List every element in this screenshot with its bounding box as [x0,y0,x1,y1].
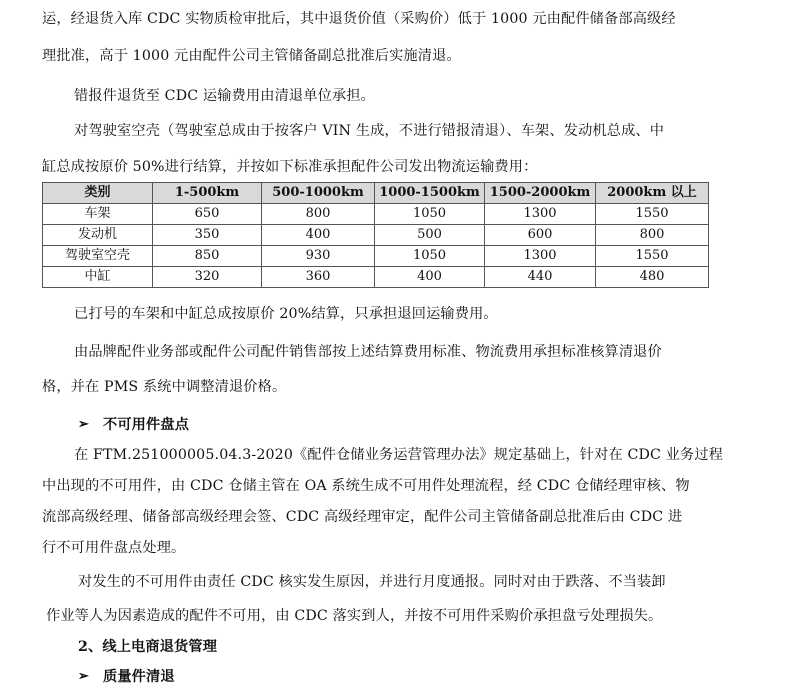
table-cell: 500 [375,225,485,246]
table-header-cell: 500-1000km [262,183,375,204]
freight-cost-table [42,182,708,288]
table-cell: 360 [262,267,375,288]
table-header-cell: 类别 [43,183,153,204]
section-heading: 2、线上电商退货管理 [78,639,218,655]
paragraph-line: 对发生的不可用件由责任 CDC 核实发生原因，并进行月度通报。同时对由于跌落、不当装卸 [78,574,666,590]
table-cell: 850 [153,246,262,267]
table-row [43,225,709,246]
paragraph-line: 错报件退货至 CDC 运输费用由清退单位承担。 [74,88,375,104]
table-cell: 400 [262,225,375,246]
table-cell: 车架 [43,204,153,225]
table-cell: 480 [596,267,709,288]
table-cell: 440 [485,267,596,288]
table-row [43,246,709,267]
table-cell: 1300 [485,246,596,267]
table-cell: 650 [153,204,262,225]
paragraph-line: 作业等人为因素造成的配件不可用，由 CDC 落实到人，并按不可用件采购价承担盘亏处理损失。 [46,608,663,624]
table-cell: 320 [153,267,262,288]
table-header-cell: 2000km 以上 [596,183,709,204]
paragraph-line: 行不可用件盘点处理。 [42,540,186,556]
table-header-cell: 1000-1500km [375,183,485,204]
table-header-row [43,183,709,204]
table-cell: 800 [262,204,375,225]
table-row [43,204,709,225]
table-cell: 1550 [596,246,709,267]
paragraph-line: 缸总成按原价 50%进行结算，并按如下标准承担配件公司发出物流运输费用： [42,159,538,175]
paragraph-line: 格，并在 PMS 系统中调整清退价格。 [42,379,287,395]
paragraph-line: 已打号的车架和中缸总成按原价 20%结算，只承担退回运输费用。 [74,306,498,322]
paragraph-line: 由品牌配件业务部或配件公司配件销售部按上述结算费用标准、物流费用承担标准核算清退价 [74,344,662,360]
table-cell: 1300 [485,204,596,225]
table-cell: 600 [485,225,596,246]
table-cell: 350 [153,225,262,246]
table-cell: 1050 [375,204,485,225]
paragraph-line: 运，经退货入库 CDC 实物质检审批后，其中退货价值（采购价）低于 1000 元由配件储备部高级经 [42,11,676,27]
paragraph-line: 中出现的不可用件，由 CDC 仓储主管在 OA 系统生成不可用件处理流程，经 CDC 仓储经理审核、物 [42,478,690,494]
paragraph-line: 理批准，高于 1000 元由配件公司主管储备副总批准后实施清退。 [42,48,461,64]
table-cell: 1050 [375,246,485,267]
table-header-cell: 1500-2000km [485,183,596,204]
bullet-arrow-icon: ➢ [78,669,89,684]
table-cell: 驾驶室空壳 [43,246,153,267]
table-cell: 400 [375,267,485,288]
paragraph-line: 在 FTM.251000005.04.3-2020《配件仓储业务运营管理办法》规定基础上，针对在 CDC 业务过程 [74,447,723,463]
table-cell: 发动机 [43,225,153,246]
bullet-arrow-icon: ➢ [78,417,89,432]
table-cell: 930 [262,246,375,267]
table-cell: 中缸 [43,267,153,288]
table-cell: 800 [596,225,709,246]
section-heading: 不可用件盘点 [103,417,190,433]
table-header-cell: 1-500km [153,183,262,204]
paragraph-line: 流部高级经理、储备部高级经理会签、CDC 高级经理审定，配件公司主管储备副总批准后由 CDC 进 [42,509,683,525]
paragraph-line: 对驾驶室空壳（驾驶室总成由于按客户 VIN 生成，不进行错报清退）、车架、发动机总成、中 [74,123,665,139]
table-row [43,267,709,288]
freight-table [42,182,709,288]
table-cell: 1550 [596,204,709,225]
section-heading: 质量件清退 [103,669,175,685]
